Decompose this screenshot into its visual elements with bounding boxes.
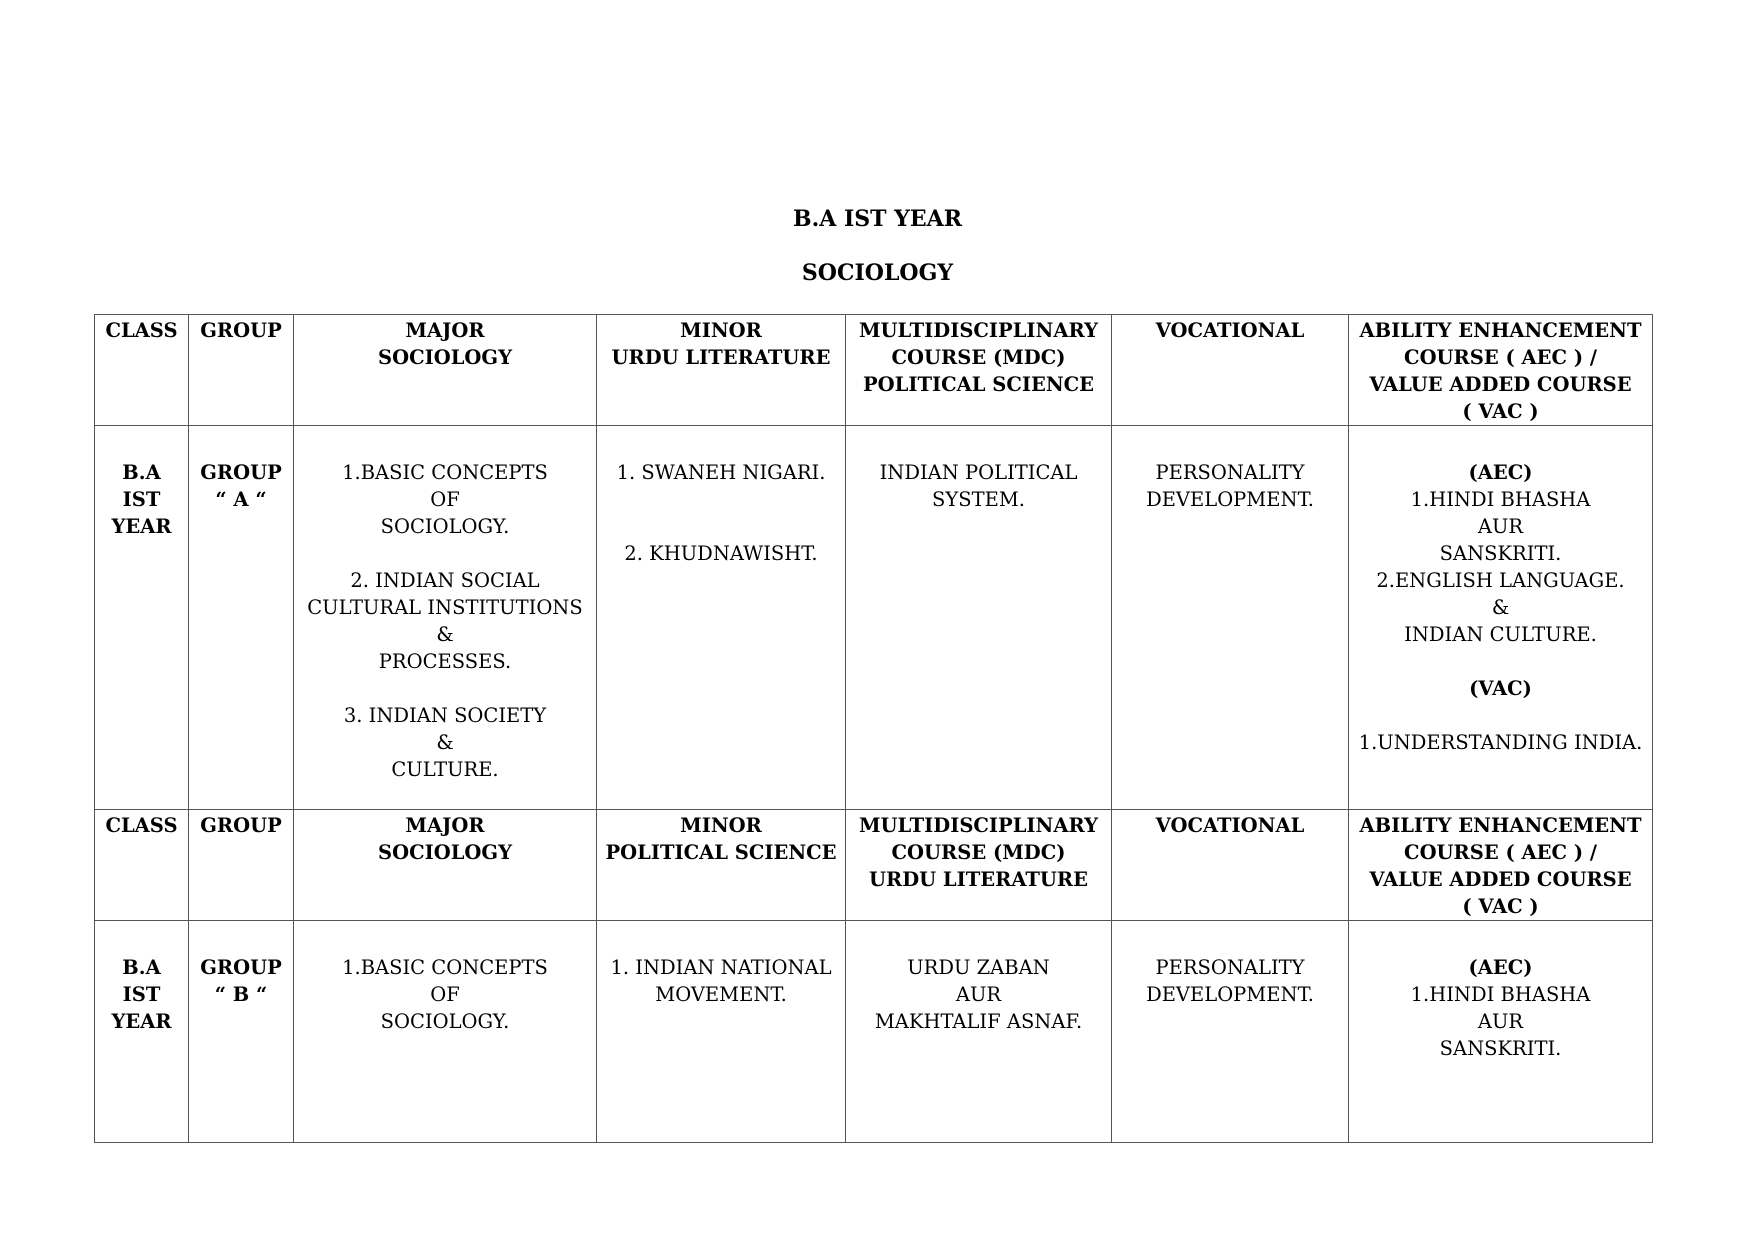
header-class-label: CLASS xyxy=(105,814,178,837)
header-row-group-b xyxy=(95,810,1653,921)
header-group xyxy=(189,810,294,921)
major-course-1-line-1: 1.BASIC CONCEPTS xyxy=(342,956,548,979)
header-vocational xyxy=(1112,315,1349,426)
header-vocational-label: VOCATIONAL xyxy=(1155,319,1305,342)
cell-aec xyxy=(1349,921,1653,1143)
aec-label: (AEC) xyxy=(1468,461,1533,484)
header-group xyxy=(189,315,294,426)
header-minor-line-2: URDU LITERATURE xyxy=(611,346,831,369)
vac-label: (VAC) xyxy=(1469,677,1532,700)
major-course-2-line-3: & xyxy=(436,623,454,646)
aec-course-1-line-2: AUR xyxy=(1477,515,1524,538)
header-class xyxy=(95,810,189,921)
page-title: B.A IST YEAR xyxy=(792,206,963,232)
header-aec-line-1: ABILITY ENHANCEMENT xyxy=(1359,319,1642,342)
major-course-1-line-2: OF xyxy=(430,983,460,1006)
group-line-1: GROUP xyxy=(200,956,282,979)
header-minor-line-2: POLITICAL SCIENCE xyxy=(605,841,837,864)
mdc-line-2: AUR xyxy=(955,983,1002,1006)
aec-label: (AEC) xyxy=(1468,956,1533,979)
vocational-line-2: DEVELOPMENT. xyxy=(1146,983,1314,1006)
page-subtitle: SOCIOLOGY xyxy=(801,260,954,286)
group-line-1: GROUP xyxy=(200,461,282,484)
header-vocational-label: VOCATIONAL xyxy=(1155,814,1305,837)
header-vocational xyxy=(1112,810,1349,921)
table-row-group-a xyxy=(95,426,1653,810)
table-row-group-b xyxy=(95,921,1653,1143)
header-aec-line-3: VALUE ADDED COURSE xyxy=(1369,868,1632,891)
header-major xyxy=(294,315,597,426)
class-line-3: YEAR xyxy=(111,1010,172,1033)
cell-vocational xyxy=(1112,426,1349,810)
cell-class xyxy=(95,921,189,1143)
header-mdc-line-1: MULTIDISCIPLINARY xyxy=(858,319,1099,342)
mdc-line-3: MAKHTALIF ASNAF. xyxy=(874,1010,1083,1033)
header-minor-line-1: MINOR xyxy=(680,814,762,837)
vocational-line-1: PERSONALITY xyxy=(1155,956,1305,979)
major-course-1-line-1: 1.BASIC CONCEPTS xyxy=(342,461,548,484)
major-course-3-line-2: & xyxy=(436,731,454,754)
major-course-2-line-2: CULTURAL INSTITUTIONS xyxy=(307,596,583,619)
header-minor-line-1: MINOR xyxy=(680,319,762,342)
aec-course-1-line-1: 1.HINDI BHASHA xyxy=(1410,488,1591,511)
header-aec xyxy=(1349,810,1653,921)
header-mdc-line-1: MULTIDISCIPLINARY xyxy=(858,814,1099,837)
cell-group xyxy=(189,426,294,810)
class-line-3: YEAR xyxy=(111,515,172,538)
header-mdc-line-2: COURSE (MDC) xyxy=(891,346,1066,369)
header-minor xyxy=(597,315,846,426)
header-class-label: CLASS xyxy=(105,319,178,342)
aec-course-2-line-2: & xyxy=(1491,596,1510,619)
header-mdc xyxy=(846,315,1112,426)
cell-vocational xyxy=(1112,921,1349,1143)
header-mdc xyxy=(846,810,1112,921)
cell-mdc xyxy=(846,921,1112,1143)
header-major xyxy=(294,810,597,921)
cell-mdc xyxy=(846,426,1112,810)
header-group-label: GROUP xyxy=(200,814,282,837)
major-course-1-line-2: OF xyxy=(430,488,460,511)
header-major-line-2: SOCIOLOGY xyxy=(378,346,512,369)
header-row-group-a xyxy=(95,315,1653,426)
minor-line-2: MOVEMENT. xyxy=(655,983,787,1006)
minor-course-1: 1. SWANEH NIGARI. xyxy=(616,461,826,484)
header-aec-line-1: ABILITY ENHANCEMENT xyxy=(1359,814,1642,837)
header-major-line-2: SOCIOLOGY xyxy=(378,841,512,864)
cell-minor xyxy=(597,921,846,1143)
vocational-line-2: DEVELOPMENT. xyxy=(1146,488,1314,511)
class-line-1: B.A xyxy=(122,956,161,979)
mdc-line-1: INDIAN POLITICAL xyxy=(879,461,1078,484)
cell-aec xyxy=(1349,426,1653,810)
mdc-line-1: URDU ZABAN xyxy=(907,956,1050,979)
header-major-line-1: MAJOR xyxy=(405,814,485,837)
cell-group xyxy=(189,921,294,1143)
group-line-2: “ A “ xyxy=(215,488,267,511)
aec-course-1-line-1: 1.HINDI BHASHA xyxy=(1410,983,1591,1006)
header-aec-line-4: ( VAC ) xyxy=(1462,895,1539,918)
major-course-3-line-1: 3. INDIAN SOCIETY xyxy=(343,704,547,727)
vocational-line-1: PERSONALITY xyxy=(1155,461,1305,484)
cell-minor xyxy=(597,426,846,810)
header-aec-line-4: ( VAC ) xyxy=(1462,400,1539,423)
major-course-1-line-3: SOCIOLOGY. xyxy=(380,515,510,538)
header-aec-line-2: COURSE ( AEC ) / xyxy=(1404,841,1597,864)
aec-course-2-line-1: 2.ENGLISH LANGUAGE. xyxy=(1376,569,1625,592)
header-aec xyxy=(1349,315,1653,426)
header-group-label: GROUP xyxy=(200,319,282,342)
group-line-2: “ B “ xyxy=(214,983,268,1006)
cell-major xyxy=(294,921,597,1143)
aec-course-2-line-3: INDIAN CULTURE. xyxy=(1404,623,1597,646)
major-course-2-line-1: 2. INDIAN SOCIAL xyxy=(350,569,540,592)
header-aec-line-3: VALUE ADDED COURSE xyxy=(1369,373,1632,396)
header-minor xyxy=(597,810,846,921)
class-line-2: IST xyxy=(122,983,161,1006)
aec-course-1-line-2: AUR xyxy=(1477,1010,1524,1033)
syllabus-table xyxy=(94,314,1653,1143)
header-mdc-line-3: URDU LITERATURE xyxy=(869,868,1088,891)
major-course-1-line-3: SOCIOLOGY. xyxy=(380,1010,510,1033)
cell-major xyxy=(294,426,597,810)
aec-course-1-line-3: SANSKRITI. xyxy=(1439,542,1562,565)
header-mdc-line-2: COURSE (MDC) xyxy=(891,841,1066,864)
header-aec-line-2: COURSE ( AEC ) / xyxy=(1404,346,1597,369)
class-line-2: IST xyxy=(122,488,161,511)
header-class xyxy=(95,315,189,426)
major-course-2-line-4: PROCESSES. xyxy=(378,650,512,673)
major-course-3-line-3: CULTURE. xyxy=(391,758,499,781)
minor-line-1: 1. INDIAN NATIONAL xyxy=(610,956,832,979)
header-major-line-1: MAJOR xyxy=(405,319,485,342)
minor-course-2: 2. KHUDNAWISHT. xyxy=(624,542,818,565)
vac-course-1: 1.UNDERSTANDING INDIA. xyxy=(1358,731,1643,754)
aec-course-1-line-3: SANSKRITI. xyxy=(1439,1037,1562,1060)
header-mdc-line-3: POLITICAL SCIENCE xyxy=(862,373,1095,396)
mdc-line-2: SYSTEM. xyxy=(932,488,1025,511)
class-line-1: B.A xyxy=(122,461,161,484)
cell-class xyxy=(95,426,189,810)
